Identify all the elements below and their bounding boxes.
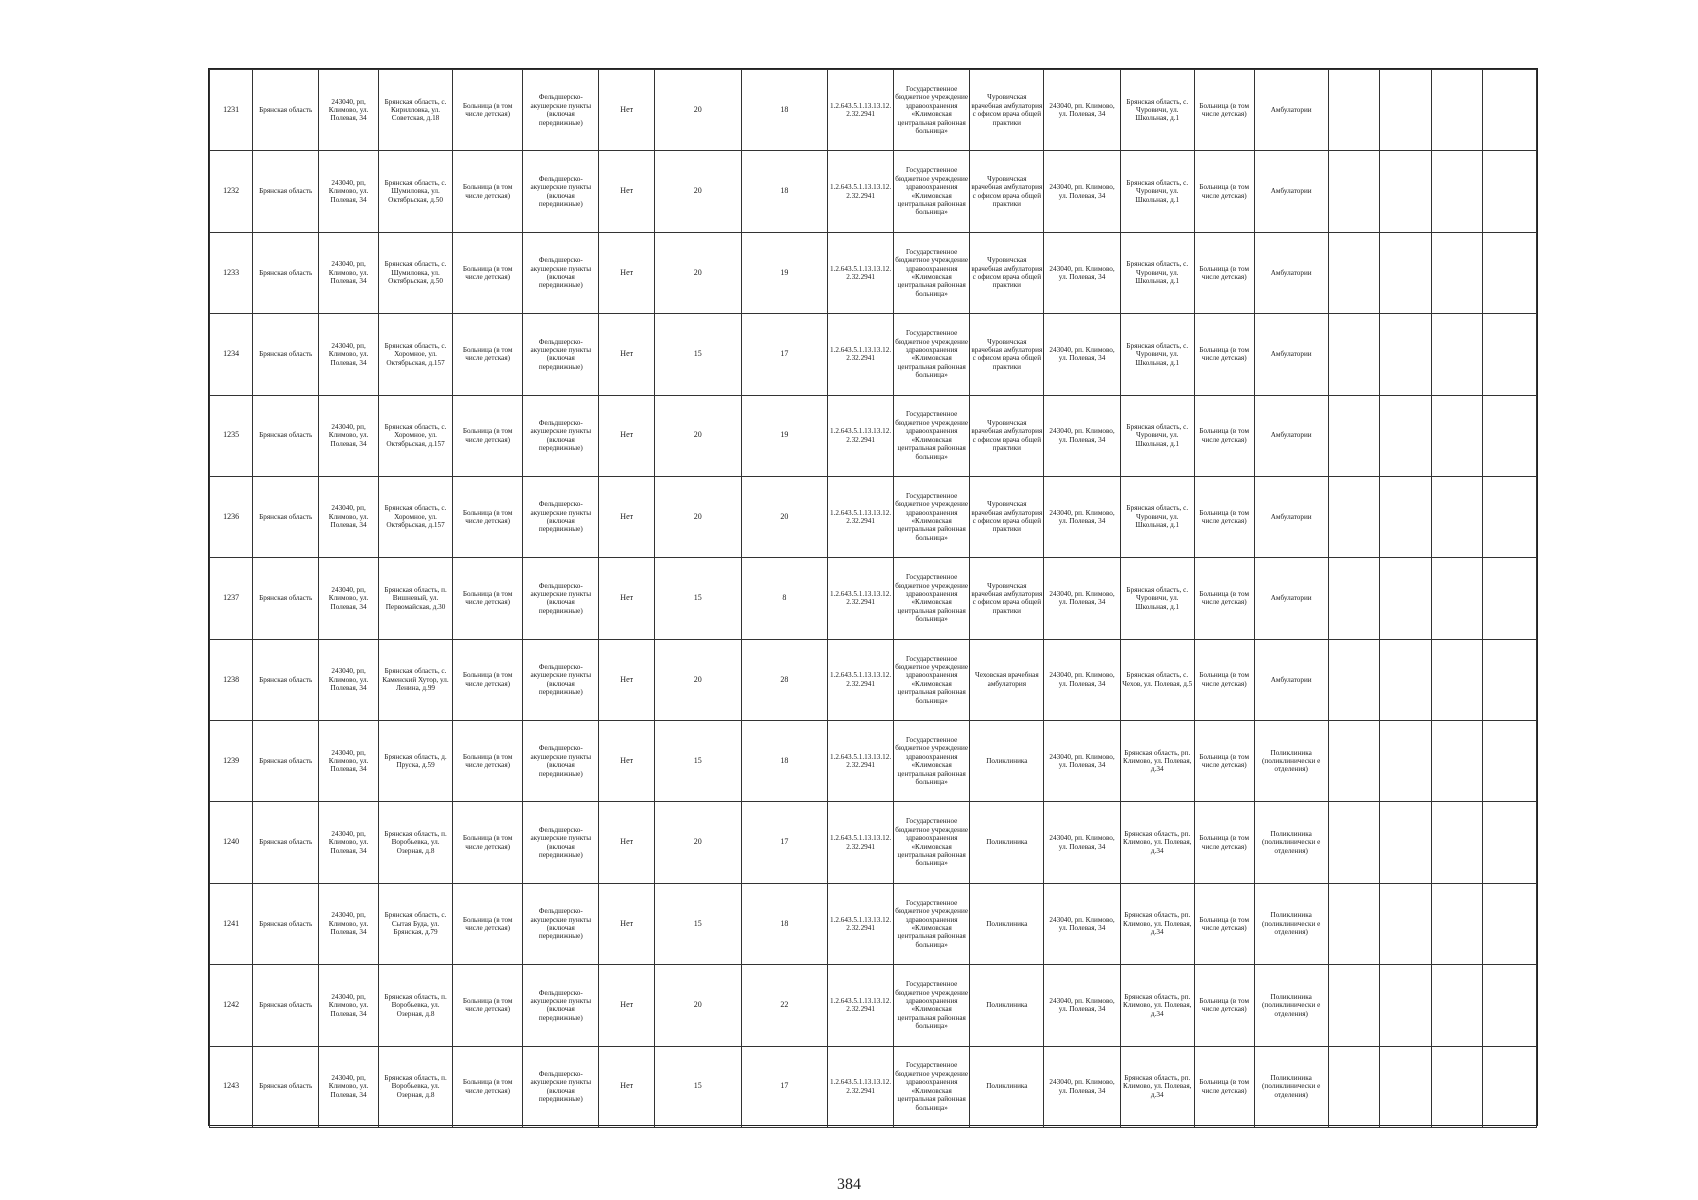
flag-cell: Нет (599, 476, 655, 557)
division-location-cell: Брянская область, с. Чехов, ул. Полевая, д.5 (1120, 639, 1194, 720)
organization-cell: Государственное бюджетное учреждение здравоохранения «Климовская центральная районная больница» (894, 151, 970, 232)
empty-cell (1483, 802, 1537, 883)
value-2-cell: 28 (741, 639, 828, 720)
legal-address-cell: 243040, рп, Климово, ул. Полевая, 34 (319, 639, 379, 720)
division-cell: Чуровичская врачебная амбулатория с офисом врача общей практики (970, 314, 1044, 395)
facility-type-cell: Больница (в том числе детская) (453, 151, 523, 232)
region-cell: Брянская область (253, 965, 319, 1046)
table-body (210, 70, 1537, 1128)
division-type-cell: Больница (в том числе детская) (1194, 802, 1254, 883)
facility-type-cell: Больница (в том числе детская) (453, 395, 523, 476)
row-number: 1235 (210, 395, 253, 476)
empty-cell (1380, 395, 1432, 476)
region-cell: Брянская область (253, 883, 319, 964)
region-cell: Брянская область (253, 314, 319, 395)
value-1-cell: 15 (655, 883, 742, 964)
empty-cell (1483, 70, 1537, 151)
flag-cell: Нет (599, 395, 655, 476)
empty-cell (1328, 395, 1380, 476)
division-kind-cell: Поликлиника (поликлинически е отделения) (1254, 721, 1328, 802)
organization-cell: Государственное бюджетное учреждение здравоохранения «Климовская центральная районная больница» (894, 883, 970, 964)
division-kind-cell: Амбулатории (1254, 70, 1328, 151)
value-1-cell: 15 (655, 558, 742, 639)
division-address-cell: 243040, рп. Климово, ул. Полевая, 34 (1044, 1046, 1120, 1127)
facility-location-cell: Брянская область, д. Пруска, д.59 (378, 721, 452, 802)
empty-cell (1380, 232, 1432, 313)
empty-cell (1483, 558, 1537, 639)
organization-cell: Государственное бюджетное учреждение здравоохранения «Климовская центральная районная больница» (894, 395, 970, 476)
row-number: 1240 (210, 802, 253, 883)
page-number: 384 (837, 1176, 861, 1193)
division-location-cell: Брянская область, с. Чуровичи, ул. Школьная, д.1 (1120, 232, 1194, 313)
empty-cell (1380, 639, 1432, 720)
value-1-cell: 20 (655, 70, 742, 151)
empty-cell (1328, 639, 1380, 720)
legal-address-cell: 243040, рп, Климово, ул. Полевая, 34 (319, 721, 379, 802)
row-number: 1233 (210, 232, 253, 313)
empty-cell (1328, 232, 1380, 313)
row-number: 1239 (210, 721, 253, 802)
empty-cell (1431, 639, 1483, 720)
oid-code-cell: 1.2.643.5.1.13.13.12.2.32.2941 (828, 965, 894, 1046)
region-cell: Брянская область (253, 558, 319, 639)
region-cell: Брянская область (253, 151, 319, 232)
value-2-cell: 18 (741, 721, 828, 802)
empty-cell (1380, 965, 1432, 1046)
facility-location-cell: Брянская область, с. Сытая Буда, ул. Брянская, д.79 (378, 883, 452, 964)
empty-cell (1483, 639, 1537, 720)
facility-location-cell: Брянская область, с. Кирилловка, ул. Советская, д.18 (378, 70, 452, 151)
division-kind-cell: Амбулатории (1254, 395, 1328, 476)
empty-cell (1328, 965, 1380, 1046)
table-row (210, 151, 1537, 232)
region-cell: Брянская область (253, 70, 319, 151)
facility-type-cell: Больница (в том числе детская) (453, 965, 523, 1046)
legal-address-cell: 243040, рп, Климово, ул. Полевая, 34 (319, 314, 379, 395)
oid-code-cell: 1.2.643.5.1.13.13.12.2.32.2941 (828, 232, 894, 313)
empty-cell (1328, 70, 1380, 151)
organization-cell: Государственное бюджетное учреждение здравоохранения «Климовская центральная районная больница» (894, 476, 970, 557)
organization-cell: Государственное бюджетное учреждение здравоохранения «Климовская центральная районная больница» (894, 558, 970, 639)
unit-kind-cell: Фельдшерско-акушерские пункты (включая передвижные) (523, 395, 599, 476)
value-2-cell: 18 (741, 883, 828, 964)
empty-cell (1328, 721, 1380, 802)
organization-cell: Государственное бюджетное учреждение здравоохранения «Климовская центральная районная больница» (894, 232, 970, 313)
unit-kind-cell: Фельдшерско-акушерские пункты (включая передвижные) (523, 721, 599, 802)
value-2-cell: 17 (741, 314, 828, 395)
empty-cell (1328, 558, 1380, 639)
value-2-cell: 18 (741, 151, 828, 232)
flag-cell: Нет (599, 232, 655, 313)
division-type-cell: Больница (в том числе детская) (1194, 232, 1254, 313)
division-kind-cell: Амбулатории (1254, 558, 1328, 639)
unit-kind-cell: Фельдшерско-акушерские пункты (включая передвижные) (523, 232, 599, 313)
division-location-cell: Брянская область, рп. Климово, ул. Полевая, д.34 (1120, 965, 1194, 1046)
organization-cell: Государственное бюджетное учреждение здравоохранения «Климовская центральная районная больница» (894, 639, 970, 720)
division-location-cell: Брянская область, рп. Климово, ул. Полевая, д.34 (1120, 1046, 1194, 1127)
oid-code-cell: 1.2.643.5.1.13.13.12.2.32.2941 (828, 802, 894, 883)
empty-cell (1328, 314, 1380, 395)
region-cell: Брянская область (253, 802, 319, 883)
oid-code-cell: 1.2.643.5.1.13.13.12.2.32.2941 (828, 639, 894, 720)
facility-location-cell: Брянская область, п. Воробьевка, ул. Озерная, д.8 (378, 1046, 452, 1127)
facility-location-cell: Брянская область, с. Хоромное, ул. Октябрьская, д.157 (378, 395, 452, 476)
region-cell: Брянская область (253, 721, 319, 802)
empty-cell (1328, 476, 1380, 557)
division-location-cell: Брянская область, рп. Климово, ул. Полевая, д.34 (1120, 883, 1194, 964)
value-2-cell: 17 (741, 802, 828, 883)
region-cell: Брянская область (253, 395, 319, 476)
value-2-cell: 8 (741, 558, 828, 639)
division-type-cell: Больница (в том числе детская) (1194, 476, 1254, 557)
division-location-cell: Брянская область, с. Чуровичи, ул. Школьная, д.1 (1120, 151, 1194, 232)
legal-address-cell: 243040, рп, Климово, ул. Полевая, 34 (319, 151, 379, 232)
value-1-cell: 20 (655, 965, 742, 1046)
value-1-cell: 15 (655, 314, 742, 395)
empty-cell (1431, 965, 1483, 1046)
flag-cell: Нет (599, 802, 655, 883)
facility-location-cell: Брянская область, п. Вишневый, ул. Первомайская, д.30 (378, 558, 452, 639)
region-cell: Брянская область (253, 476, 319, 557)
value-1-cell: 15 (655, 721, 742, 802)
facility-location-cell: Брянская область, с. Шумиловка, ул. Октябрьская, д.50 (378, 232, 452, 313)
table-row (210, 476, 1537, 557)
empty-cell (1431, 395, 1483, 476)
unit-kind-cell: Фельдшерско-акушерские пункты (включая передвижные) (523, 314, 599, 395)
row-number: 1232 (210, 151, 253, 232)
division-address-cell: 243040, рп. Климово, ул. Полевая, 34 (1044, 721, 1120, 802)
empty-cell (1328, 802, 1380, 883)
empty-cell (1380, 721, 1432, 802)
division-type-cell: Больница (в том числе детская) (1194, 965, 1254, 1046)
table-row (210, 395, 1537, 476)
value-2-cell: 22 (741, 965, 828, 1046)
legal-address-cell: 243040, рп, Климово, ул. Полевая, 34 (319, 476, 379, 557)
empty-cell (1431, 476, 1483, 557)
empty-cell (1483, 721, 1537, 802)
legal-address-cell: 243040, рп, Климово, ул. Полевая, 34 (319, 1046, 379, 1127)
division-cell: Чеховская врачебная амбулатория (970, 639, 1044, 720)
region-cell: Брянская область (253, 1046, 319, 1127)
facility-type-cell: Больница (в том числе детская) (453, 721, 523, 802)
empty-cell (1380, 151, 1432, 232)
value-2-cell: 17 (741, 1046, 828, 1127)
table-row (210, 802, 1537, 883)
unit-kind-cell: Фельдшерско-акушерские пункты (включая передвижные) (523, 476, 599, 557)
unit-kind-cell: Фельдшерско-акушерские пункты (включая передвижные) (523, 639, 599, 720)
facility-type-cell: Больница (в том числе детская) (453, 232, 523, 313)
value-1-cell: 15 (655, 1046, 742, 1127)
empty-cell (1431, 232, 1483, 313)
legal-address-cell: 243040, рп, Климово, ул. Полевая, 34 (319, 883, 379, 964)
empty-cell (1431, 70, 1483, 151)
legal-address-cell: 243040, рп, Климово, ул. Полевая, 34 (319, 70, 379, 151)
table-row (210, 558, 1537, 639)
oid-code-cell: 1.2.643.5.1.13.13.12.2.32.2941 (828, 721, 894, 802)
value-1-cell: 20 (655, 476, 742, 557)
division-kind-cell: Поликлиника (поликлинически е отделения) (1254, 883, 1328, 964)
empty-cell (1483, 151, 1537, 232)
division-type-cell: Больница (в том числе детская) (1194, 639, 1254, 720)
empty-cell (1328, 1046, 1380, 1127)
value-1-cell: 20 (655, 395, 742, 476)
unit-kind-cell: Фельдшерско-акушерские пункты (включая передвижные) (523, 1046, 599, 1127)
value-1-cell: 20 (655, 232, 742, 313)
row-number: 1236 (210, 476, 253, 557)
flag-cell: Нет (599, 1046, 655, 1127)
row-number: 1234 (210, 314, 253, 395)
empty-cell (1380, 314, 1432, 395)
unit-kind-cell: Фельдшерско-акушерские пункты (включая передвижные) (523, 70, 599, 151)
division-address-cell: 243040, рп. Климово, ул. Полевая, 34 (1044, 314, 1120, 395)
division-address-cell: 243040, рп. Климово, ул. Полевая, 34 (1044, 151, 1120, 232)
division-address-cell: 243040, рп. Климово, ул. Полевая, 34 (1044, 476, 1120, 557)
value-1-cell: 20 (655, 151, 742, 232)
oid-code-cell: 1.2.643.5.1.13.13.12.2.32.2941 (828, 314, 894, 395)
division-address-cell: 243040, рп. Климово, ул. Полевая, 34 (1044, 802, 1120, 883)
division-type-cell: Больница (в том числе детская) (1194, 883, 1254, 964)
legal-address-cell: 243040, рп, Климово, ул. Полевая, 34 (319, 395, 379, 476)
flag-cell: Нет (599, 639, 655, 720)
division-address-cell: 243040, рп. Климово, ул. Полевая, 34 (1044, 395, 1120, 476)
facility-location-cell: Брянская область, п. Воробьевка, ул. Озерная, д.8 (378, 965, 452, 1046)
facility-type-cell: Больница (в том числе детская) (453, 802, 523, 883)
empty-cell (1431, 802, 1483, 883)
division-location-cell: Брянская область, рп. Климово, ул. Полевая, д.34 (1120, 721, 1194, 802)
division-cell: Поликлиника (970, 1046, 1044, 1127)
oid-code-cell: 1.2.643.5.1.13.13.12.2.32.2941 (828, 476, 894, 557)
division-address-cell: 243040, рп. Климово, ул. Полевая, 34 (1044, 558, 1120, 639)
oid-code-cell: 1.2.643.5.1.13.13.12.2.32.2941 (828, 558, 894, 639)
table-row (210, 639, 1537, 720)
division-type-cell: Больница (в том числе детская) (1194, 721, 1254, 802)
empty-cell (1380, 70, 1432, 151)
empty-cell (1431, 314, 1483, 395)
division-cell: Поликлиника (970, 883, 1044, 964)
legal-address-cell: 243040, рп, Климово, ул. Полевая, 34 (319, 802, 379, 883)
flag-cell: Нет (599, 70, 655, 151)
row-number: 1238 (210, 639, 253, 720)
division-address-cell: 243040, рп. Климово, ул. Полевая, 34 (1044, 70, 1120, 151)
value-1-cell: 20 (655, 639, 742, 720)
division-cell: Чуровичская врачебная амбулатория с офисом врача общей практики (970, 151, 1044, 232)
facilities-table (209, 69, 1537, 1128)
division-cell: Чуровичская врачебная амбулатория с офисом врача общей практики (970, 476, 1044, 557)
row-number: 1237 (210, 558, 253, 639)
division-kind-cell: Поликлиника (поликлинически е отделения) (1254, 965, 1328, 1046)
organization-cell: Государственное бюджетное учреждение здравоохранения «Климовская центральная районная больница» (894, 802, 970, 883)
empty-cell (1431, 558, 1483, 639)
legal-address-cell: 243040, рп, Климово, ул. Полевая, 34 (319, 558, 379, 639)
oid-code-cell: 1.2.643.5.1.13.13.12.2.32.2941 (828, 70, 894, 151)
flag-cell: Нет (599, 965, 655, 1046)
facility-type-cell: Больница (в том числе детская) (453, 883, 523, 964)
empty-cell (1380, 558, 1432, 639)
legal-address-cell: 243040, рп, Климово, ул. Полевая, 34 (319, 232, 379, 313)
empty-cell (1483, 883, 1537, 964)
empty-cell (1483, 1046, 1537, 1127)
empty-cell (1328, 151, 1380, 232)
organization-cell: Государственное бюджетное учреждение здравоохранения «Климовская центральная районная больница» (894, 70, 970, 151)
division-type-cell: Больница (в том числе детская) (1194, 151, 1254, 232)
division-cell: Чуровичская врачебная амбулатория с офисом врача общей практики (970, 70, 1044, 151)
empty-cell (1431, 721, 1483, 802)
division-address-cell: 243040, рп. Климово, ул. Полевая, 34 (1044, 883, 1120, 964)
row-number: 1241 (210, 883, 253, 964)
division-type-cell: Больница (в том числе детская) (1194, 1046, 1254, 1127)
table-row (210, 883, 1537, 964)
oid-code-cell: 1.2.643.5.1.13.13.12.2.32.2941 (828, 1046, 894, 1127)
oid-code-cell: 1.2.643.5.1.13.13.12.2.32.2941 (828, 395, 894, 476)
division-kind-cell: Поликлиника (поликлинически е отделения) (1254, 802, 1328, 883)
division-type-cell: Больница (в том числе детская) (1194, 314, 1254, 395)
division-cell: Чуровичская врачебная амбулатория с офисом врача общей практики (970, 395, 1044, 476)
flag-cell: Нет (599, 151, 655, 232)
division-cell: Чуровичская врачебная амбулатория с офисом врача общей практики (970, 232, 1044, 313)
empty-cell (1483, 314, 1537, 395)
unit-kind-cell: Фельдшерско-акушерские пункты (включая передвижные) (523, 151, 599, 232)
legal-address-cell: 243040, рп, Климово, ул. Полевая, 34 (319, 965, 379, 1046)
division-location-cell: Брянская область, с. Чуровичи, ул. Школьная, д.1 (1120, 395, 1194, 476)
value-1-cell: 20 (655, 802, 742, 883)
table-row (210, 965, 1537, 1046)
flag-cell: Нет (599, 558, 655, 639)
facility-type-cell: Больница (в том числе детская) (453, 558, 523, 639)
empty-cell (1483, 965, 1537, 1046)
empty-cell (1328, 883, 1380, 964)
empty-cell (1431, 151, 1483, 232)
facility-type-cell: Больница (в том числе детская) (453, 314, 523, 395)
division-kind-cell: Амбулатории (1254, 151, 1328, 232)
division-address-cell: 243040, рп. Климово, ул. Полевая, 34 (1044, 639, 1120, 720)
document-table-container (208, 68, 1538, 1126)
division-cell: Поликлиника (970, 721, 1044, 802)
unit-kind-cell: Фельдшерско-акушерские пункты (включая передвижные) (523, 883, 599, 964)
organization-cell: Государственное бюджетное учреждение здравоохранения «Климовская центральная районная больница» (894, 314, 970, 395)
division-kind-cell: Амбулатории (1254, 314, 1328, 395)
facility-location-cell: Брянская область, с. Хоромное, ул. Октябрьская, д.157 (378, 314, 452, 395)
division-kind-cell: Амбулатории (1254, 476, 1328, 557)
empty-cell (1431, 883, 1483, 964)
value-2-cell: 19 (741, 395, 828, 476)
organization-cell: Государственное бюджетное учреждение здравоохранения «Климовская центральная районная больница» (894, 965, 970, 1046)
table-row (210, 70, 1537, 151)
table-row (210, 232, 1537, 313)
organization-cell: Государственное бюджетное учреждение здравоохранения «Климовская центральная районная больница» (894, 1046, 970, 1127)
division-location-cell: Брянская область, рп. Климово, ул. Полевая, д.34 (1120, 802, 1194, 883)
empty-cell (1380, 802, 1432, 883)
division-type-cell: Больница (в том числе детская) (1194, 558, 1254, 639)
region-cell: Брянская область (253, 232, 319, 313)
division-cell: Поликлиника (970, 802, 1044, 883)
oid-code-cell: 1.2.643.5.1.13.13.12.2.32.2941 (828, 883, 894, 964)
empty-cell (1483, 395, 1537, 476)
flag-cell: Нет (599, 314, 655, 395)
organization-cell: Государственное бюджетное учреждение здравоохранения «Климовская центральная районная больница» (894, 721, 970, 802)
value-2-cell: 20 (741, 476, 828, 557)
division-type-cell: Больница (в том числе детская) (1194, 70, 1254, 151)
division-kind-cell: Поликлиника (поликлинически е отделения) (1254, 1046, 1328, 1127)
empty-cell (1483, 232, 1537, 313)
division-cell: Чуровичская врачебная амбулатория с офисом врача общей практики (970, 558, 1044, 639)
facility-location-cell: Брянская область, п. Воробьевка, ул. Озерная, д.8 (378, 802, 452, 883)
division-address-cell: 243040, рп. Климово, ул. Полевая, 34 (1044, 232, 1120, 313)
region-cell: Брянская область (253, 639, 319, 720)
unit-kind-cell: Фельдшерско-акушерские пункты (включая передвижные) (523, 802, 599, 883)
empty-cell (1431, 1046, 1483, 1127)
empty-cell (1380, 476, 1432, 557)
division-location-cell: Брянская область, с. Чуровичи, ул. Школьная, д.1 (1120, 314, 1194, 395)
division-location-cell: Брянская область, с. Чуровичи, ул. Школьная, д.1 (1120, 558, 1194, 639)
division-address-cell: 243040, рп. Климово, ул. Полевая, 34 (1044, 965, 1120, 1046)
row-number: 1243 (210, 1046, 253, 1127)
division-kind-cell: Амбулатории (1254, 639, 1328, 720)
unit-kind-cell: Фельдшерско-акушерские пункты (включая передвижные) (523, 965, 599, 1046)
facility-type-cell: Больница (в том числе детская) (453, 639, 523, 720)
division-type-cell: Больница (в том числе детская) (1194, 395, 1254, 476)
row-number: 1231 (210, 70, 253, 151)
table-row (210, 1046, 1537, 1127)
value-2-cell: 18 (741, 70, 828, 151)
division-cell: Поликлиника (970, 965, 1044, 1046)
row-number: 1242 (210, 965, 253, 1046)
division-location-cell: Брянская область, с. Чуровичи, ул. Школьная, д.1 (1120, 476, 1194, 557)
table-row (210, 314, 1537, 395)
flag-cell: Нет (599, 883, 655, 964)
facility-location-cell: Брянская область, с. Каменский Хутор, ул. Ленина, д.99 (378, 639, 452, 720)
facility-type-cell: Больница (в том числе детская) (453, 70, 523, 151)
empty-cell (1483, 476, 1537, 557)
division-location-cell: Брянская область, с. Чуровичи, ул. Школьная, д.1 (1120, 70, 1194, 151)
facility-location-cell: Брянская область, с. Шумиловка, ул. Октябрьская, д.50 (378, 151, 452, 232)
facility-type-cell: Больница (в том числе детская) (453, 1046, 523, 1127)
division-kind-cell: Амбулатории (1254, 232, 1328, 313)
empty-cell (1380, 883, 1432, 964)
empty-cell (1380, 1046, 1432, 1127)
value-2-cell: 19 (741, 232, 828, 313)
table-row (210, 721, 1537, 802)
facility-type-cell: Больница (в том числе детская) (453, 476, 523, 557)
facility-location-cell: Брянская область, с. Хоромное, ул. Октябрьская, д.157 (378, 476, 452, 557)
flag-cell: Нет (599, 721, 655, 802)
oid-code-cell: 1.2.643.5.1.13.13.12.2.32.2941 (828, 151, 894, 232)
unit-kind-cell: Фельдшерско-акушерские пункты (включая передвижные) (523, 558, 599, 639)
